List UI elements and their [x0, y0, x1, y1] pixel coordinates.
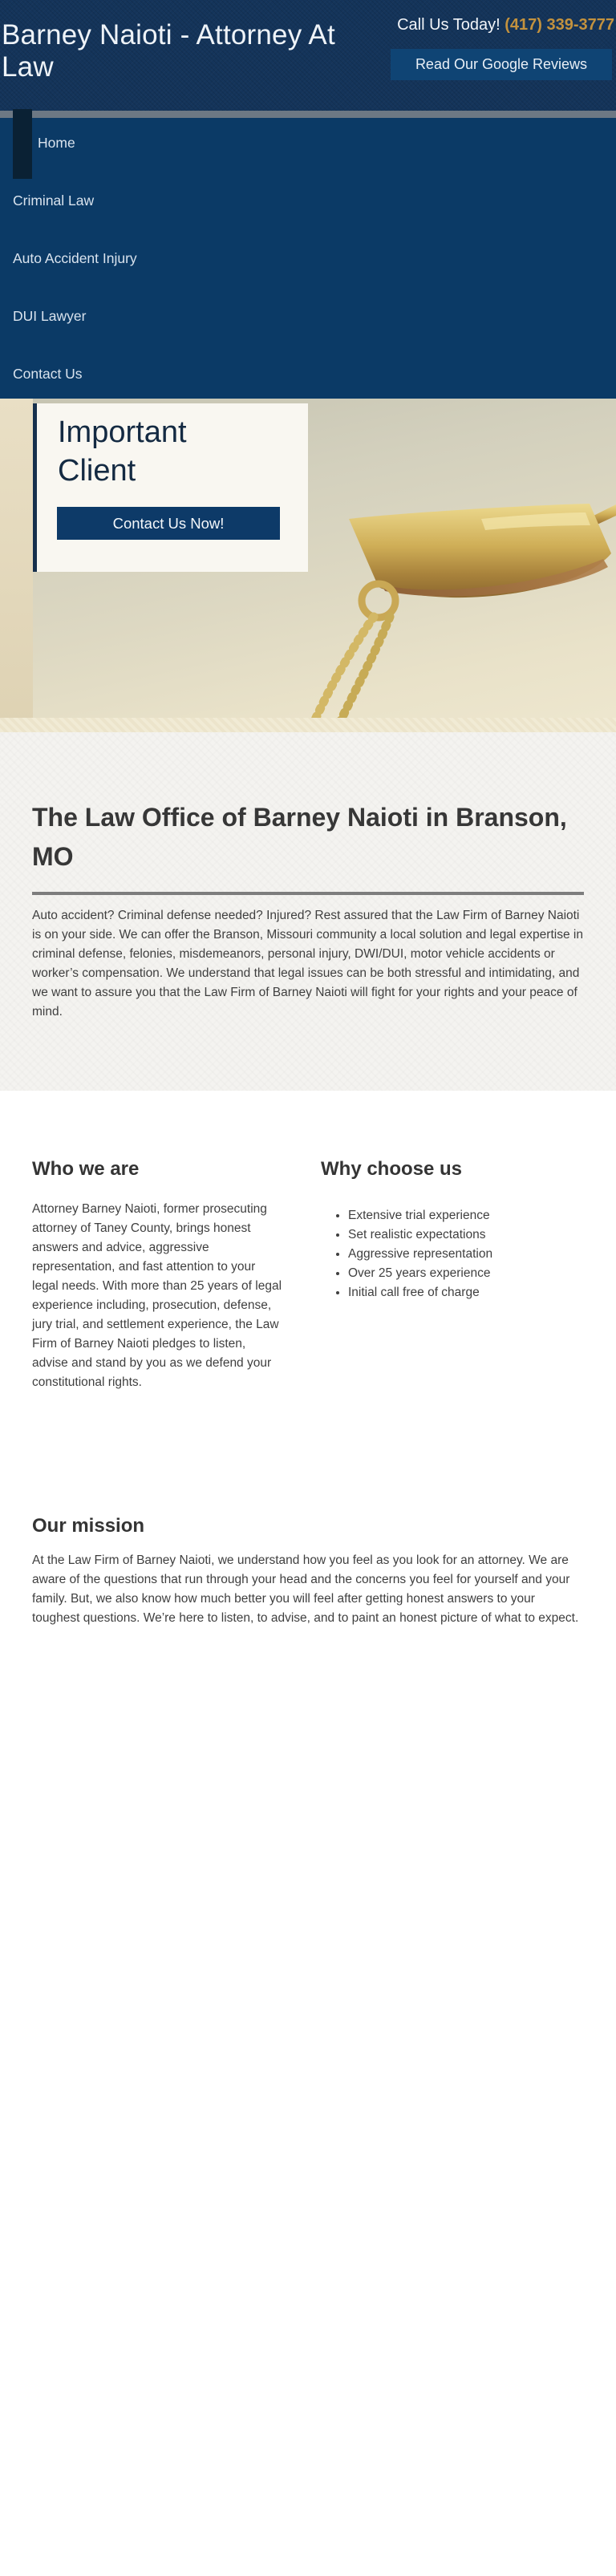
who-we-are-heading: Who we are — [32, 1158, 140, 1180]
heading-rule — [32, 892, 584, 895]
why-choose-us-heading: Why choose us — [321, 1158, 463, 1180]
site-header — [0, 0, 616, 111]
call-us-label: Call Us Today! — [397, 16, 500, 34]
call-us-line — [397, 16, 614, 34]
nav-item-home[interactable]: Home — [38, 135, 75, 151]
header-divider — [0, 111, 616, 118]
nav-item-auto-accident-injury[interactable]: Auto Accident Injury — [13, 250, 137, 266]
intro-section — [0, 732, 616, 1091]
mission-heading: Our mission — [32, 1515, 145, 1537]
intro-heading: The Law Office of Barney Naioti in Branson, MO — [32, 803, 567, 871]
list-item: • Initial call free of charge — [348, 1283, 584, 1302]
hero-bottom-band — [0, 718, 616, 732]
nav-item-contact-us[interactable]: Contact Us — [13, 366, 83, 382]
nav-list — [0, 118, 616, 407]
hero-left-strip — [0, 399, 33, 732]
list-item: • Aggressive representation — [348, 1245, 584, 1264]
nav-item-dui-lawyer[interactable]: DUI Lawyer — [13, 308, 87, 324]
about-columns-section — [0, 1091, 616, 1392]
intro-paragraph: Auto accident? Criminal defense needed? Injured? Rest assured that the Law Firm of Barney Naioti is on your side. We can offer the Branson, Missouri community a local solution and legal expertise in criminal defense, felonies, misdemeanors, personal injury, DWI/DUI, motor vehicle accidents or worker’s compensation. We understand that legal issues can be both stressful and intimidating, and we want to assure you that the Law Firm of Barney Naioti will fight for your rights and your peace of mind. — [32, 909, 583, 1019]
mission-section — [0, 1514, 616, 1628]
hero-section — [0, 399, 616, 732]
mission-paragraph: At the Law Firm of Barney Naioti, we understand how you feel as you look for an attorney. We are aware of the questions that run through your head and the concerns you feel for yourself and your family. But, we also know how much better you will feel after getting honest answers to your toughest questions. We’re here to listen, to advise, and to paint an honest picture of what to expect. — [32, 1553, 579, 1625]
why-choose-us-column — [321, 1157, 584, 1392]
site-title: Barney Naioti - Attorney At Law — [2, 19, 335, 83]
hero-heading: Important Client — [58, 415, 187, 488]
list-item: • Set realistic expectations — [348, 1225, 584, 1245]
phone-number-link[interactable]: (417) 339-3777 — [505, 16, 614, 34]
bottom-whitespace — [0, 1628, 616, 2557]
google-reviews-button[interactable]: Read Our Google Reviews — [391, 49, 612, 80]
why-choose-us-list — [321, 1206, 584, 1302]
who-we-are-column — [32, 1157, 282, 1392]
main-navigation — [0, 118, 616, 399]
list-item: • Extensive trial experience — [348, 1206, 584, 1225]
nav-item-criminal-law[interactable]: Criminal Law — [13, 192, 95, 209]
who-we-are-paragraph: Attorney Barney Naioti, former prosecuting attorney of Taney County, brings honest answers and advice, aggressive representation, and fast attention to your legal needs. With more than 25 years of legal experience including, prosecution, defense, jury trial, and settlement experience, the Law Firm of Barney Naioti pledges to listen, advise and stand by you as we defend your constitutional rights. — [32, 1202, 282, 1389]
hero-content-box — [33, 403, 308, 572]
contact-us-now-button[interactable]: Contact Us Now! — [57, 507, 280, 540]
list-item: • Over 25 years experience — [348, 1264, 584, 1283]
active-nav-marker — [13, 109, 32, 179]
